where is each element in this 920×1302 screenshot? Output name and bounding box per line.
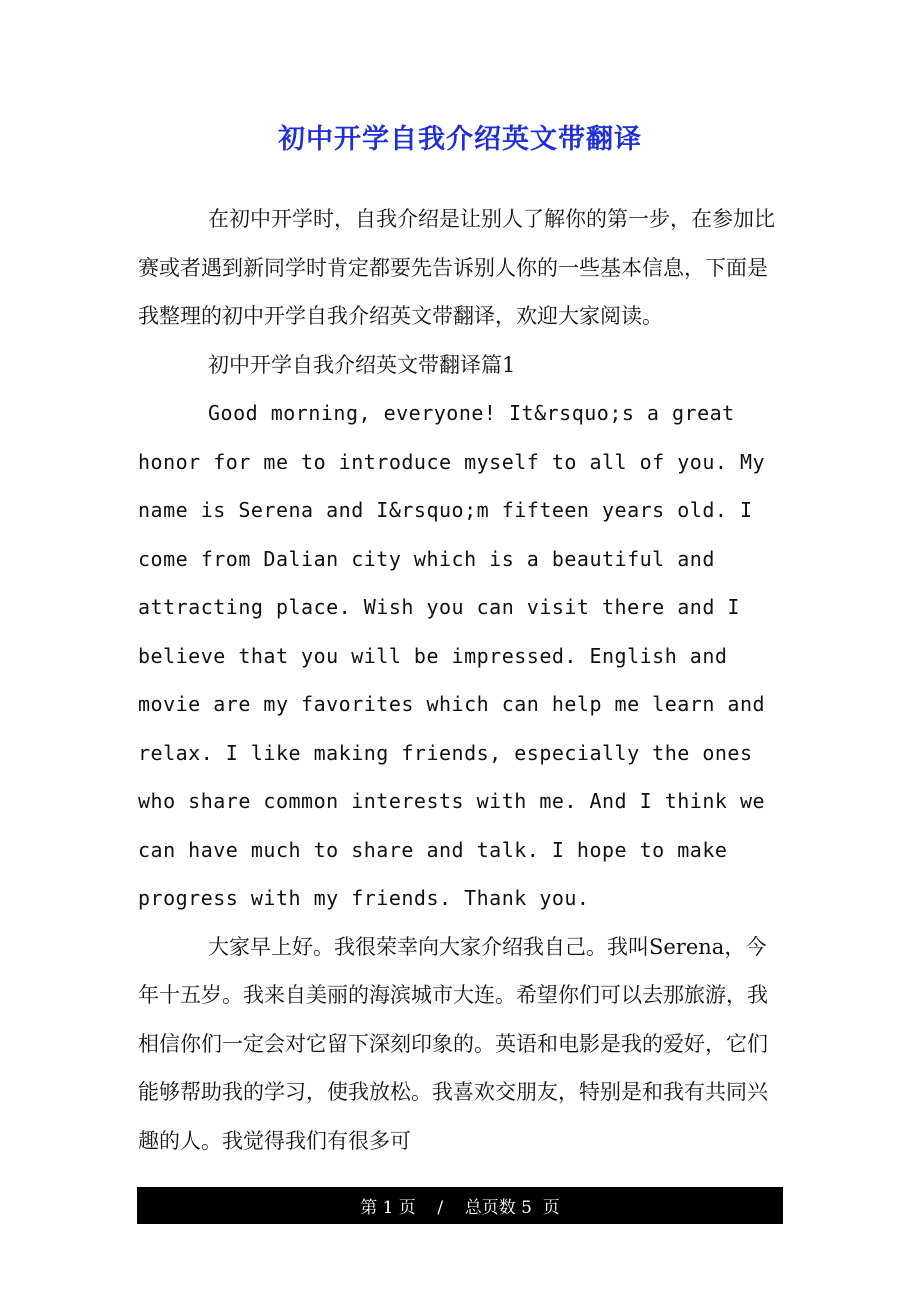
document-title: 初中开学自我介绍英文带翻译 — [278, 124, 642, 155]
page-footer: 第 1 页 / 总页数 5 页 — [137, 1187, 783, 1224]
english-paragraph: Good morning, everyone! It&rsquo;s a great honor for me to introduce myself to all of you. My name is Serena and I&rsquo;m fifteen years old. I come from Dalian city which is a beautiful and attracting place. Wish you can visit there and I believe that you will be impressed. English and movie are my favorites which can help me learn and relax. I like making friends, especially the ones who share common interests with me. And I think we can have much to share and talk. I hope to make progress with my friends. Thank you. — [138, 401, 766, 910]
intro-paragraph: 在初中开学时，自我介绍是让别人了解你的第一步，在参加比赛或者遇到新同学时肯定都要先告诉别人你的一些基本信息，下面是我整理的初中开学自我介绍英文带翻译，欢迎大家阅读。 — [138, 207, 775, 328]
translation-paragraph: 大家早上好。我很荣幸向大家介绍我自己。我叫Serena，今年十五岁。我来自美丽的海滨城市大连。希望你们可以去那旅游，我相信你们一定会对它留下深刻印象的。英语和电影是我的爱好，它们能够帮助我的学习，使我放松。我喜欢交朋友，特别是和我有共同兴趣的人。我觉得我们有很多可 — [138, 934, 768, 1153]
document-body — [138, 195, 784, 1165]
section-heading: 初中开学自我介绍英文带翻译篇1 — [208, 352, 516, 377]
